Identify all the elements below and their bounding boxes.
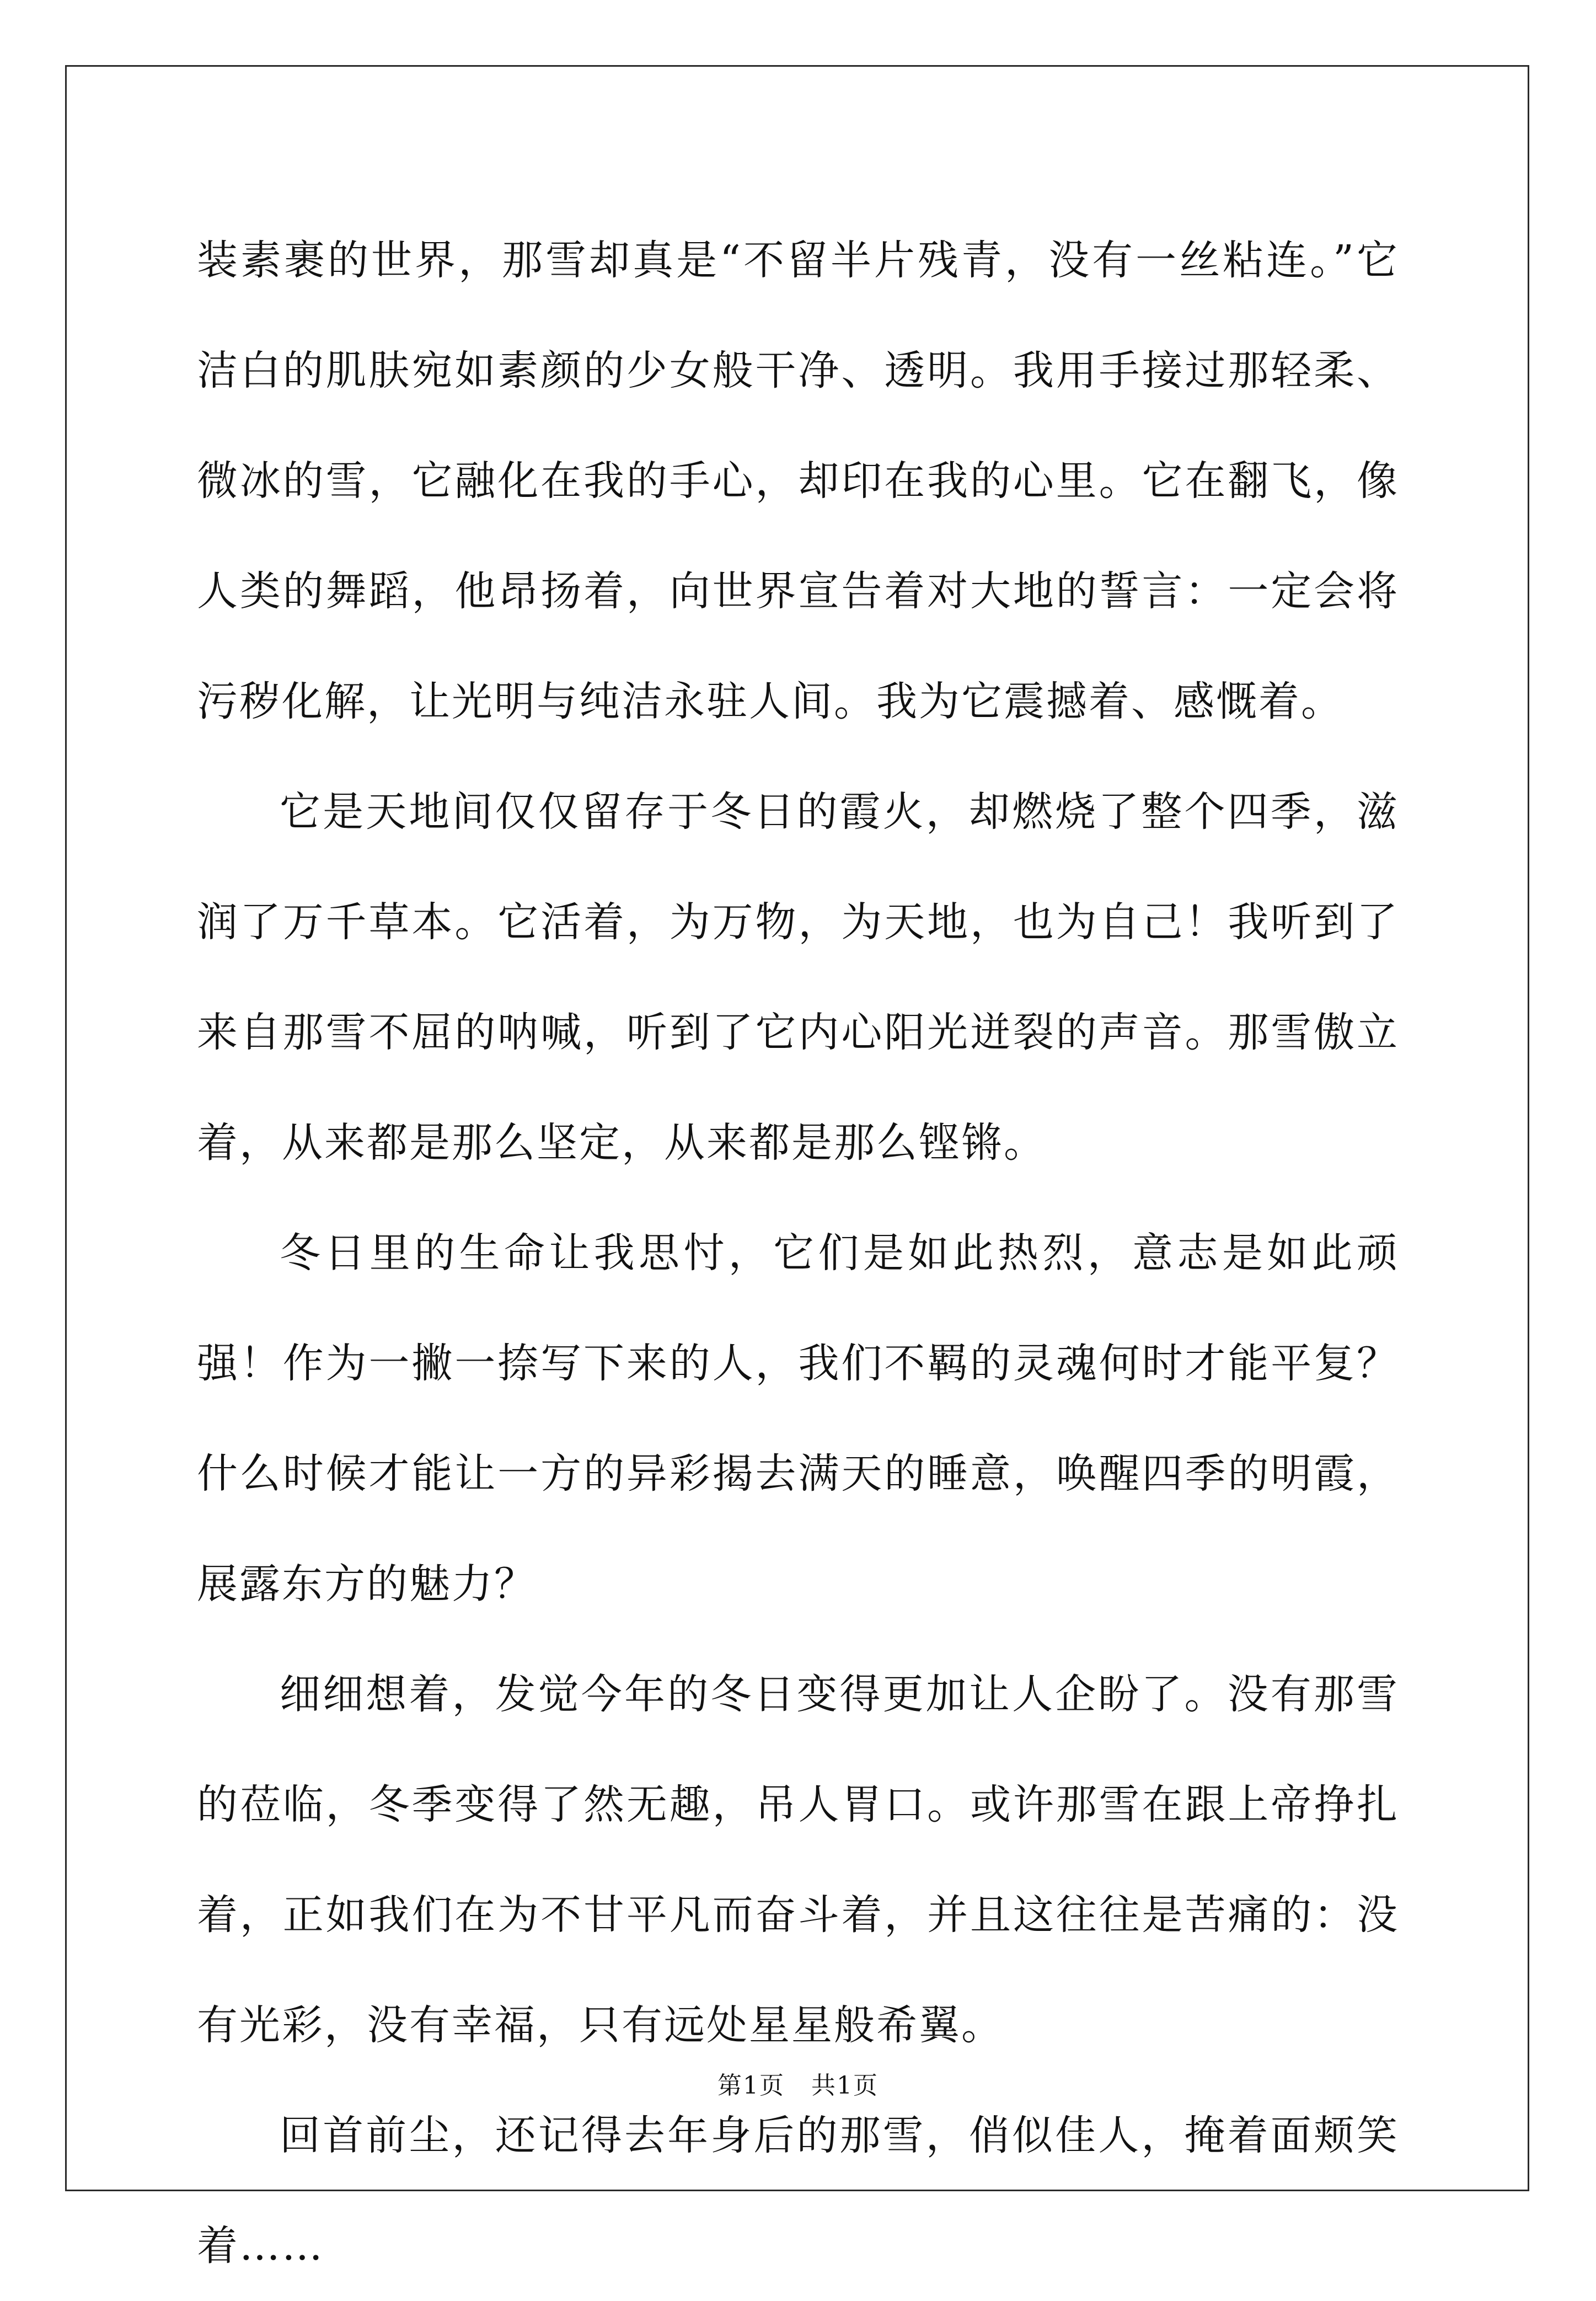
page-number: 第1页 (717, 2072, 785, 2100)
page-footer (0, 2065, 1596, 2101)
paragraph: 它是天地间仅仅留存于冬日的霞火，却燃烧了整个四季，滋润了万千草本。它活着，为万物，为天地，也为自己！我听到了来自那雪不屈的呐喊，听到了它内心阳光迸裂的声音。那雪傲立着，从来都是那么坚定，从来都是那么铿锵。 (197, 788, 1399, 1166)
paragraph: 细细想着，发觉今年的冬日变得更加让人企盼了。没有那雪的莅临，冬季变得了然无趣，吊人胃口。或许那雪在跟上帝挣扎着，正如我们在为不甘平凡而奋斗着，并且这往往是苦痛的：没有光彩，没有幸福，只有远处星星般希翼。 (197, 1671, 1399, 2049)
paragraph: 冬日里的生命让我思忖，它们是如此热烈，意志是如此顽强！作为一撇一捺写下来的人，我们不羁的灵魂何时才能平复？什么时候才能让一方的异彩揭去满天的睡意，唤醒四季的明霞，展露东方的魅力？ (197, 1229, 1399, 1608)
paragraph: 回首前尘，还记得去年身后的那雪，俏似佳人，掩着面颊笑着…… (197, 2112, 1399, 2270)
document-body (197, 205, 1399, 2301)
page-total: 共1页 (811, 2072, 879, 2100)
paragraph: 装素裹的世界，那雪却真是“不留半片残青，没有一丝粘连。”它洁白的肌肤宛如素颜的少女般干净、透明。我用手接过那轻柔、微冰的雪，它融化在我的手心，却印在我的心里。它在翻飞，像人类的舞蹈，他昂扬着，向世界宣告着对大地的誓言：一定会将污秽化解，让光明与纯洁永驻人间。我为它震撼着、感慨着。 (197, 237, 1399, 725)
